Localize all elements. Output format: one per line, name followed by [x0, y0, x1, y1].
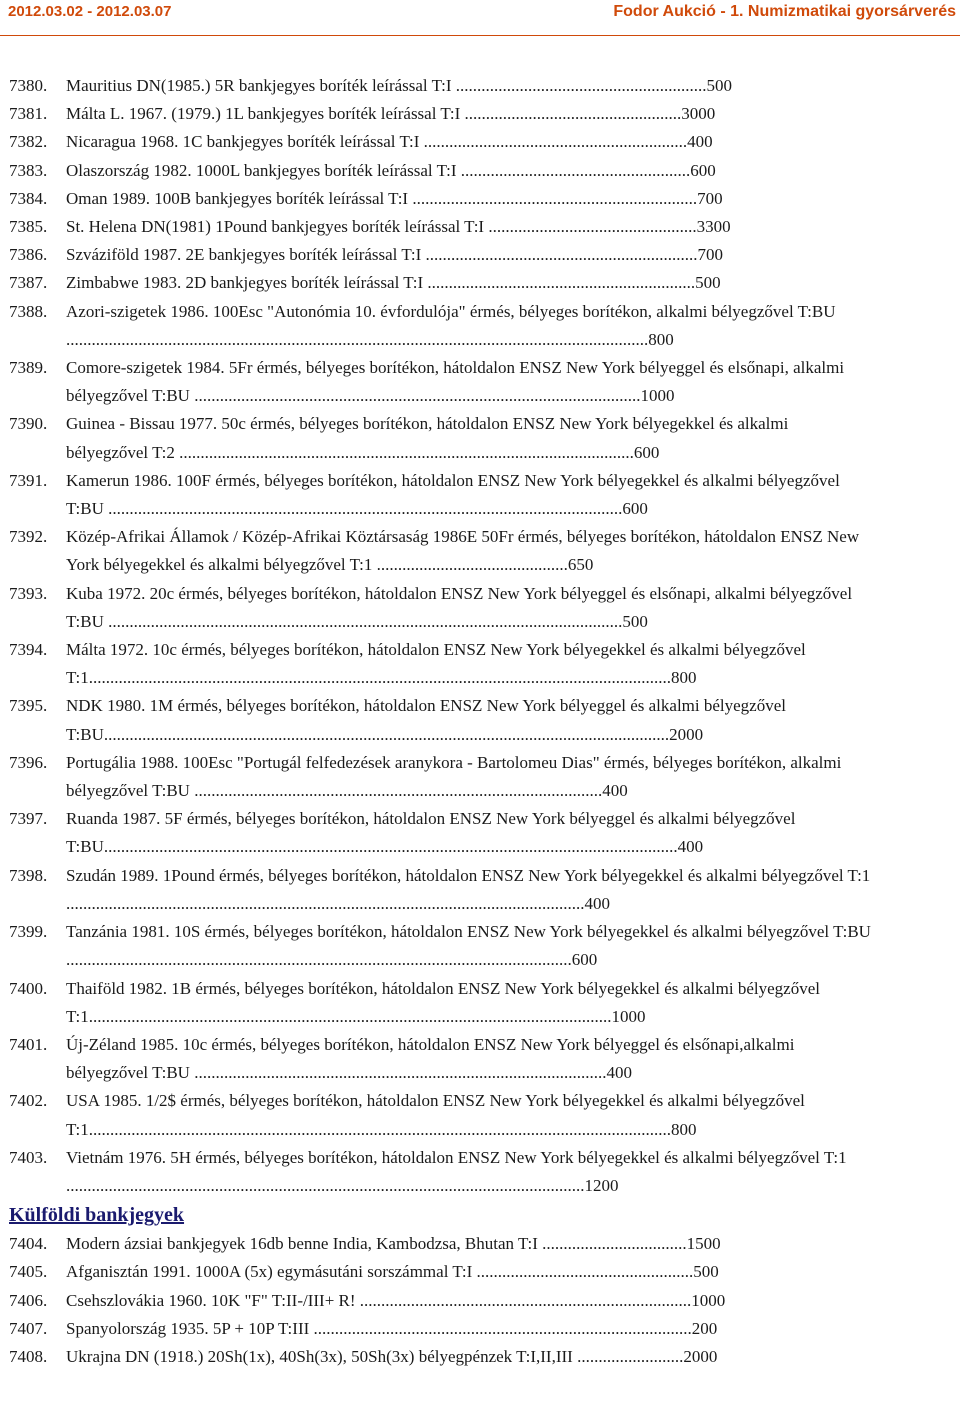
- lot-number: 7382.: [9, 132, 48, 152]
- lot-item: [0, 1087, 960, 1143]
- lot-number: 7403.: [9, 1147, 48, 1167]
- lot-number: 7394.: [9, 640, 48, 660]
- page-header: [0, 0, 960, 40]
- lot-description: Portugália 1988. 100Esc "Portugál felfedezések aranykora - Bartolomeu Dias" érmés, bélyeges borítékon, alkalmi bélyegzővel T:BU ................................................................................................400: [66, 752, 842, 801]
- lot-description: Szudán 1989. 1Pound érmés, bélyeges borítékon, hátoldalon ENSZ New York bélyegekkel és alkalmi bélyegzővel T:1 ..........................................................................................................................400: [66, 865, 871, 913]
- lot-number: 7388.: [9, 301, 48, 321]
- lot-item: [0, 692, 960, 748]
- lot-description: NDK 1980. 1M érmés, bélyeges borítékon, hátoldalon ENSZ New York bélyeggel és alkalmi bélyegzővel T:BU.....................................................................................................................................2000: [66, 696, 786, 744]
- lot-item: [0, 354, 960, 410]
- lot-description: Olaszország 1982. 1000L bankjegyes boríték leírással T:I ......................................................600: [66, 160, 716, 180]
- lot-item: [0, 918, 960, 974]
- lot-description: Közép-Afrikai Államok / Közép-Afrikai Köztársaság 1986E 50Fr érmés, bélyeges borítékon, hátoldalon ENSZ New York bélyegekkel és alkalmi bélyegzővel T:1 .............................................650: [66, 527, 860, 575]
- lot-number: 7380.: [9, 76, 48, 95]
- lot-description: Afganisztán 1991. 1000A (5x) egymásutáni sorszámmal T:I ...................................................500: [66, 1262, 719, 1282]
- lot-item: [0, 1258, 960, 1286]
- lot-item: [0, 1315, 960, 1343]
- lot-description: Guinea - Bissau 1977. 50c érmés, bélyeges borítékon, hátoldalon ENSZ New York bélyegekkel és alkalmi bélyegzővel T:2 ...........................................................................................................600: [66, 414, 789, 462]
- lot-description: St. Helena DN(1981) 1Pound bankjegyes boríték leírással T:I .................................................3300: [66, 217, 731, 237]
- lot-number: 7393.: [9, 583, 48, 603]
- lot-item: [0, 523, 960, 579]
- lot-number: 7401.: [9, 1034, 48, 1054]
- lot-item: [0, 1144, 960, 1200]
- lot-description: Mauritius DN(1985.) 5R bankjegyes boríték leírással T:I ...........................................................500: [66, 76, 733, 95]
- lot-item: [0, 157, 960, 185]
- lot-item: [0, 241, 960, 269]
- lot-description: Azori-szigetek 1986. 100Esc "Autonómia 10. évfordulója" érmés, bélyeges borítékon, alkalmi bélyegzővel T:BU .........................................................................................................................................800: [66, 301, 836, 349]
- lot-item: [0, 1343, 960, 1371]
- lot-description: Kuba 1972. 20c érmés, bélyeges borítékon, hátoldalon ENSZ New York bélyeggel és elsőnapi, alkalmi bélyegzővel T:BU .........................................................................................................................500: [66, 583, 853, 631]
- lot-number: 7408.: [9, 1346, 48, 1366]
- lot-description: Thaiföld 1982. 1B érmés, bélyeges borítékon, hátoldalon ENSZ New York bélyegekkel és alkalmi bélyegzővel T:1...........................................................................................................................1000: [66, 978, 820, 1026]
- lot-number: 7396.: [9, 752, 48, 772]
- lot-number: 7389.: [9, 358, 48, 378]
- lot-description: Tanzánia 1981. 10S érmés, bélyeges borítékon, hátoldalon ENSZ New York bélyegekkel és alkalmi bélyegzővel T:BU .......................................................................................................................600: [66, 922, 871, 970]
- lot-item: [0, 185, 960, 213]
- lot-item: [0, 410, 960, 466]
- lot-description: Málta 1972. 10c érmés, bélyeges borítékon, hátoldalon ENSZ New York bélyegekkel és alkalmi bélyegzővel T:1.........................................................................................................................................800: [66, 640, 806, 688]
- lot-description: Szváziföld 1987. 2E bankjegyes boríték leírással T:I ................................................................700: [66, 245, 724, 265]
- section-heading: Külföldi bankjegyek: [9, 1204, 185, 1227]
- lot-item: [0, 580, 960, 636]
- lot-item: [0, 1230, 960, 1258]
- lot-number: 7399.: [9, 922, 48, 942]
- lot-number: 7402.: [9, 1091, 48, 1111]
- lot-item: [0, 298, 960, 354]
- lot-item: [0, 467, 960, 523]
- lot-list: [0, 72, 960, 1371]
- lot-item: [0, 862, 960, 918]
- lot-number: 7387.: [9, 273, 48, 293]
- lot-description: Modern ázsiai bankjegyek 16db benne India, Kambodzsa, Bhutan T:I ..................................1500: [66, 1234, 721, 1254]
- lot-description: Ukrajna DN (1918.) 20Sh(1x), 40Sh(3x), 50Sh(3x) bélyegpénzek T:I,II,III .........................2000: [66, 1346, 718, 1366]
- lot-description: Zimbabwe 1983. 2D bankjegyes boríték leírással T:I ...............................................................500: [66, 273, 721, 293]
- lot-description: Vietnám 1976. 5H érmés, bélyeges borítékon, hátoldalon ENSZ New York bélyegekkel és alkalmi bélyegzővel T:1 ..........................................................................................................................1200: [66, 1147, 847, 1195]
- auction-title: Fodor Aukció - 1. Numizmatikai gyorsárverés: [613, 3, 956, 20]
- lot-item: [0, 128, 960, 156]
- lot-number: 7385.: [9, 217, 48, 237]
- lot-description: Új-Zéland 1985. 10c érmés, bélyeges borítékon, hátoldalon ENSZ New York bélyeggel és elsőnapi,alkalmi bélyegzővel T:BU .................................................................................................400: [66, 1034, 795, 1083]
- lot-number: 7398.: [9, 865, 48, 885]
- lot-item: [0, 805, 960, 861]
- lot-item: [0, 749, 960, 805]
- lot-description: Comore-szigetek 1984. 5Fr érmés, bélyeges borítékon, hátoldalon ENSZ New York bélyeggel és elsőnapi, alkalmi bélyegzővel T:BU .........................................................................................................1000: [66, 358, 845, 406]
- lot-number: 7407.: [9, 1318, 48, 1338]
- lot-item: [0, 1031, 960, 1087]
- lot-number: 7384.: [9, 188, 48, 208]
- date-range: 2012.03.02 - 2012.03.07: [8, 3, 172, 20]
- lot-description: Oman 1989. 100B bankjegyes boríték leírással T:I ...................................................................700: [66, 188, 723, 208]
- lot-description: Ruanda 1987. 5F érmés, bélyeges borítékon, hátoldalon ENSZ New York bélyeggel és alkalmi bélyegzővel T:BU.......................................................................................................................................400: [66, 809, 796, 857]
- lot-item: [0, 72, 960, 100]
- header-divider: [0, 35, 960, 36]
- lot-description: Csehszlovákia 1960. 10K "F" T:II-/III+ R! ..............................................................................1000: [66, 1290, 726, 1310]
- lot-item: [0, 213, 960, 241]
- lot-number: 7395.: [9, 696, 48, 716]
- lot-item: [0, 1287, 960, 1315]
- lot-description: Nicaragua 1968. 1C bankjegyes boríték leírással T:I ..............................................................400: [66, 132, 713, 152]
- lot-description: Spanyolország 1935. 5P + 10P T:III .........................................................................................200: [66, 1318, 718, 1338]
- lot-number: 7405.: [9, 1262, 48, 1282]
- lot-number: 7383.: [9, 160, 48, 180]
- lot-description: Kamerun 1986. 100F érmés, bélyeges borítékon, hátoldalon ENSZ New York bélyegekkel és alkalmi bélyegzővel T:BU .........................................................................................................................600: [66, 470, 840, 519]
- lot-item: [0, 975, 960, 1031]
- lot-number: 7386.: [9, 245, 48, 265]
- lot-number: 7392.: [9, 527, 48, 547]
- lot-item: [0, 636, 960, 692]
- lot-description: Málta L. 1967. (1979.) 1L bankjegyes boríték leírással T:I ...................................................3000: [66, 104, 716, 124]
- lot-item: [0, 100, 960, 128]
- lot-description: USA 1985. 1/2$ érmés, bélyeges borítékon, hátoldalon ENSZ New York bélyegekkel és alkalmi bélyegzővel T:1.........................................................................................................................................800: [66, 1091, 805, 1139]
- lot-number: 7381.: [9, 104, 48, 124]
- lot-number: 7400.: [9, 978, 48, 998]
- lot-item: [0, 269, 960, 297]
- lot-number: 7404.: [9, 1234, 48, 1254]
- lot-number: 7406.: [9, 1290, 48, 1310]
- lot-number: 7391.: [9, 470, 48, 490]
- lot-number: 7397.: [9, 809, 48, 829]
- lot-number: 7390.: [9, 414, 48, 434]
